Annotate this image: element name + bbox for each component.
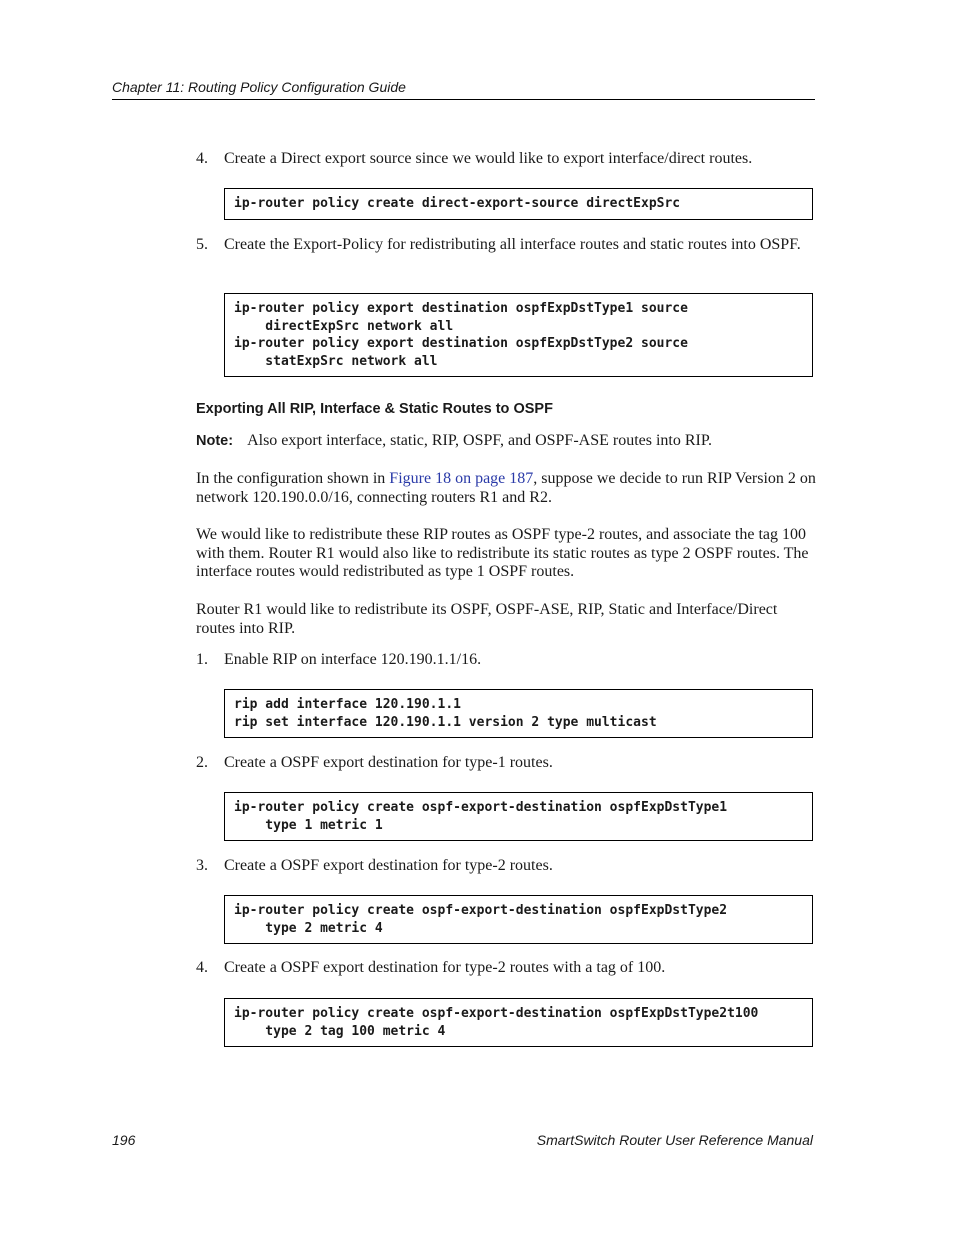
paragraph-text: In the configuration shown in — [196, 470, 390, 487]
section-heading: Exporting All RIP, Interface & Static Routes to OSPF — [196, 401, 553, 417]
step-text: Create a OSPF export destination for type-2 routes. — [224, 857, 553, 874]
page-number: 196 — [112, 1132, 136, 1148]
paragraph-redistribute-into-rip: Router R1 would like to redistribute its OSPF, OSPF-ASE, RIP, Static and Interface/Direct routes into RIP. — [196, 601, 778, 637]
step-text: Create a Direct export source since we would like to export interface/direct routes. — [224, 150, 753, 167]
note-text: Also export interface, static, RIP, OSPF, and OSPF-ASE routes into RIP. — [247, 432, 712, 449]
code-block-type1-destination: ip-router policy create ospf-export-destination ospfExpDstType1 type 1 metric 1 — [224, 792, 813, 841]
code-block-type2-destination: ip-router policy create ospf-export-destination ospfExpDstType2 type 2 metric 4 — [224, 895, 813, 944]
step-text: Create a OSPF export destination for type-1 routes. — [224, 754, 553, 771]
step-text: Create a OSPF export destination for type-2 routes with a tag of 100. — [224, 959, 666, 976]
paragraph-rip-config — [196, 470, 816, 507]
step-2-type1-destination — [196, 754, 816, 773]
step-4-direct-export — [196, 150, 816, 169]
running-header: Chapter 11: Routing Policy Configuration Guide — [112, 79, 815, 100]
code-block-type2-tag-destination: ip-router policy create ospf-export-destination ospfExpDstType2t100 type 2 tag 100 metric 4 — [224, 998, 813, 1047]
figure-link[interactable]: Figure 18 on page 187 — [389, 470, 534, 487]
step-number: 4. — [196, 150, 208, 167]
step-number: 3. — [196, 857, 208, 874]
step-number: 5. — [196, 236, 208, 253]
step-1-enable-rip — [196, 651, 816, 670]
step-4-type2-tag-destination — [196, 959, 816, 978]
step-number: 1. — [196, 651, 208, 668]
step-number: 4. — [196, 959, 208, 976]
paragraph-text: , suppose we decide to run RIP Version 2 on network 120.190.0.0/16, connecting routers R1 and R2. — [196, 470, 816, 506]
step-text: Create the Export-Policy for redistributing all interface routes and static routes into OSPF. — [224, 236, 801, 253]
note-label: Note: — [196, 433, 234, 449]
step-5-export-policy — [196, 236, 816, 255]
code-block-enable-rip: rip add interface 120.190.1.1 rip set interface 120.190.1.1 version 2 type multicast — [224, 689, 813, 738]
step-text: Enable RIP on interface 120.190.1.1/16. — [224, 651, 482, 668]
code-block-direct-export: ip-router policy create direct-export-source directExpSrc — [224, 188, 813, 220]
paragraph-redistribute-rip: We would like to redistribute these RIP routes as OSPF type-2 routes, and associate the tag 100 with them. Router R1 would also like to redistribute its static routes as type 2 OSPF routes. The interface routes would redistributed as type 1 OSPF routes. — [196, 526, 809, 580]
manual-title: SmartSwitch Router User Reference Manual — [536, 1132, 813, 1148]
note — [196, 432, 816, 451]
step-3-type2-destination — [196, 857, 816, 876]
step-number: 2. — [196, 754, 208, 771]
code-block-export-policy: ip-router policy export destination ospfExpDstType1 source directExpSrc network all ip-router policy export destination ospfExpDstType2 source statExpSrc network all — [224, 293, 813, 377]
